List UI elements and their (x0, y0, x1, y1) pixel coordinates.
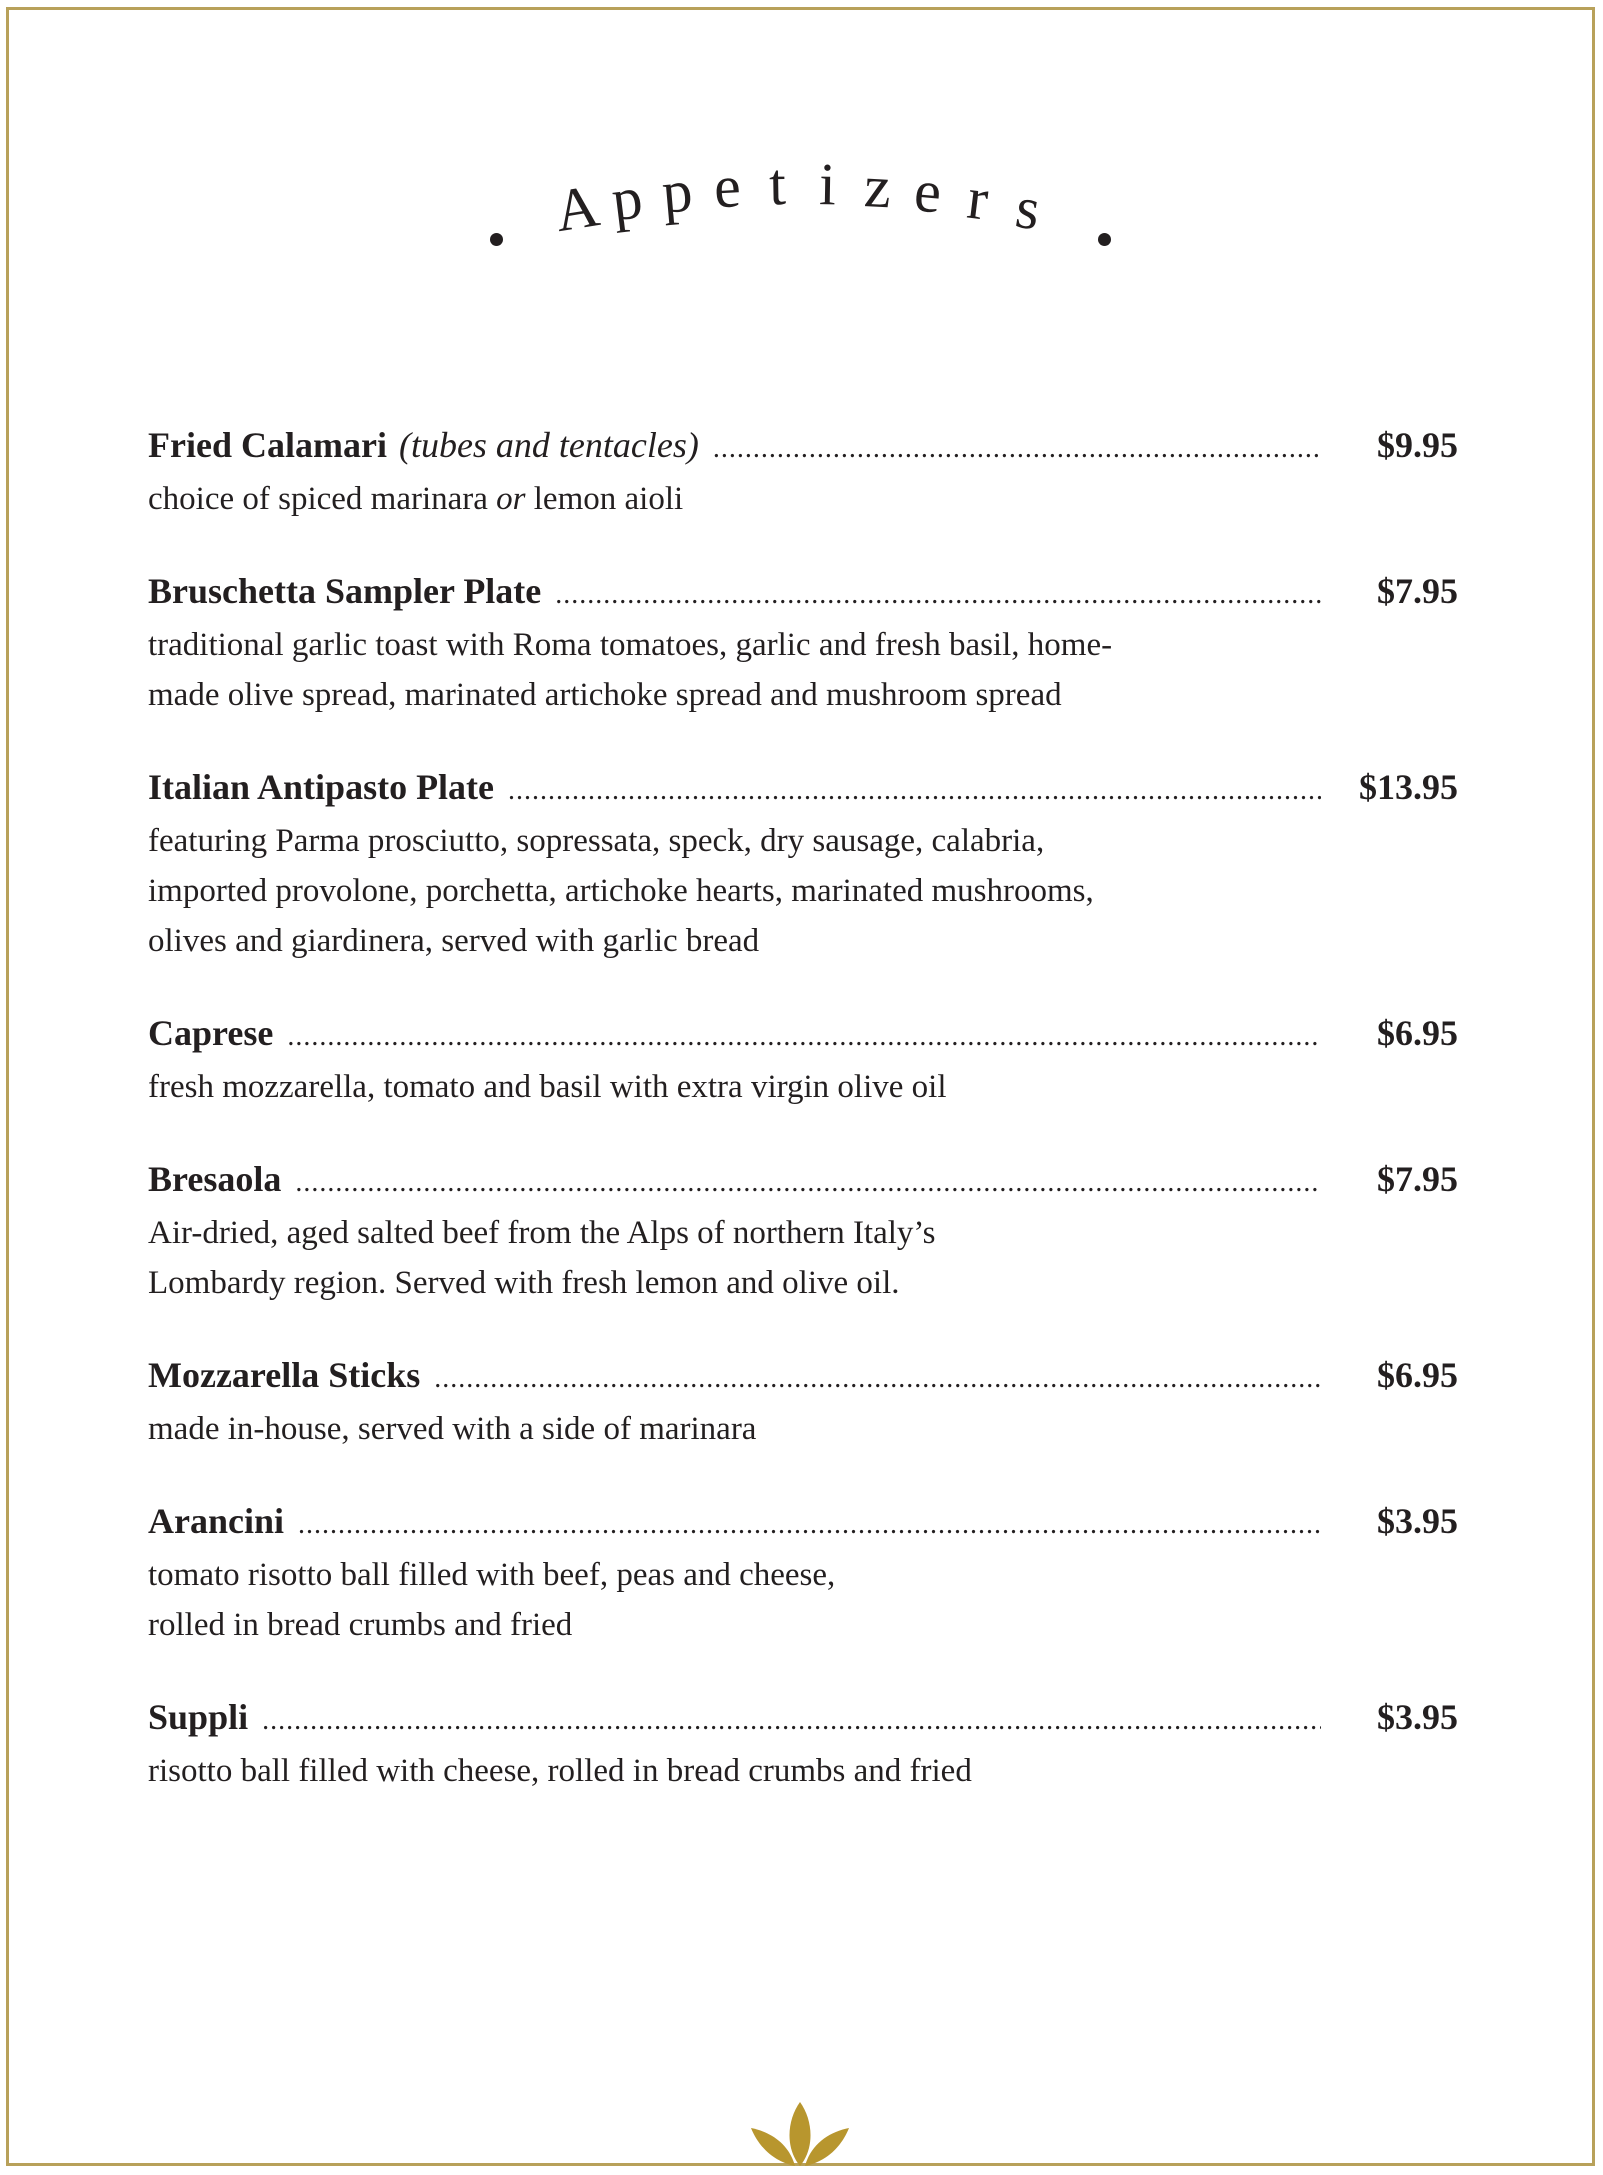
description-text: fresh mozzarella, tomato and basil with extra virgin olive oil (148, 1069, 947, 1105)
menu-item-heading (148, 420, 1458, 474)
title-letter: A (550, 172, 604, 245)
page-title (470, 150, 1130, 270)
item-name: Fried Calamari (148, 425, 387, 465)
item-name: Bruschetta Sampler Plate (148, 571, 542, 611)
dot-leader (262, 1696, 1321, 1746)
item-name: Italian Antipasto Plate (148, 767, 495, 807)
description-text: choice of spiced marinara (148, 481, 497, 517)
menu-item (148, 1496, 1458, 1650)
description-emphasis: or (496, 481, 526, 517)
description-line (148, 866, 1268, 916)
description-line (148, 1404, 1268, 1454)
description-text: featuring Parma prosciutto, sopressata, speck, dry sausage, calabria, (148, 823, 1045, 859)
leaf-ornament-icon (745, 2098, 855, 2168)
description-text: imported provolone, porchetta, artichoke hearts, marinated mushrooms, (148, 873, 1094, 909)
description-line (148, 1258, 1268, 1308)
menu-item (148, 1692, 1458, 1796)
menu-item (148, 762, 1458, 966)
description-text: olives and giardinera, served with garlic bread (148, 923, 760, 959)
item-name: Bresaola (148, 1159, 282, 1199)
menu-item (148, 566, 1458, 720)
appetizer-list (148, 420, 1458, 1838)
title-letter: i (818, 151, 837, 218)
description-text: lemon aioli (525, 481, 684, 517)
dot-leader (508, 766, 1321, 816)
menu-item-heading (148, 1496, 1458, 1550)
menu-item-heading (148, 762, 1458, 816)
description-line (148, 1208, 1268, 1258)
description-text: rolled in bread crumbs and fried (148, 1607, 573, 1643)
item-description (148, 1208, 1268, 1308)
item-price: $3.95 (1377, 1697, 1458, 1737)
description-text: Air-dried, aged salted beef from the Alps of northern Italy’s (148, 1215, 936, 1251)
description-line (148, 816, 1268, 866)
item-name: Caprese (148, 1013, 274, 1053)
item-price: $7.95 (1377, 571, 1458, 611)
description-line (148, 474, 1268, 524)
title-letter: e (712, 153, 743, 221)
item-price: $9.95 (1377, 425, 1458, 465)
menu-item-heading (148, 566, 1458, 620)
description-text: traditional garlic toast with Roma tomatoes, garlic and fresh basil, home- (148, 627, 1113, 663)
dot-leader (434, 1354, 1321, 1404)
dot-leader (287, 1012, 1321, 1062)
menu-item-heading (148, 1692, 1458, 1746)
dot-leader (555, 570, 1321, 620)
item-description (148, 1550, 1268, 1650)
description-text: tomato risotto ball filled with beef, peas and cheese, (148, 1557, 836, 1593)
menu-item-heading (148, 1154, 1458, 1208)
description-line (148, 916, 1268, 966)
menu-item-heading (148, 1350, 1458, 1404)
description-line (148, 620, 1268, 670)
item-description (148, 620, 1268, 720)
item-price: $6.95 (1377, 1013, 1458, 1053)
menu-item (148, 1154, 1458, 1308)
title-letter: e (911, 157, 944, 226)
menu-header (470, 150, 1130, 270)
item-price: $6.95 (1377, 1355, 1458, 1395)
description-text: Lombardy region. Served with fresh lemon and olive oil. (148, 1265, 900, 1301)
description-line (148, 1062, 1268, 1112)
description-line (148, 1746, 1268, 1796)
item-price: $13.95 (1359, 767, 1458, 807)
item-note: (tubes and tentacles) (398, 425, 699, 465)
title-letter: s (1011, 173, 1045, 243)
description-line (148, 670, 1268, 720)
title-letter: p (608, 164, 646, 234)
title-letter: z (862, 153, 893, 221)
menu-item (148, 1350, 1458, 1454)
item-description (148, 474, 1268, 524)
title-letter: t (768, 151, 787, 218)
description-text: made olive spread, marinated artichoke spread and mushroom spread (148, 677, 1062, 713)
dot-leader (713, 424, 1321, 474)
item-price: $3.95 (1377, 1501, 1458, 1541)
item-name: Mozzarella Sticks (148, 1355, 421, 1395)
item-description (148, 1746, 1268, 1796)
bullet-dot-right (1098, 233, 1111, 246)
menu-item-heading (148, 1008, 1458, 1062)
item-name: Suppli (148, 1697, 249, 1737)
menu-item (148, 1008, 1458, 1112)
item-description (148, 1062, 1268, 1112)
dot-leader (298, 1500, 1321, 1550)
item-price: $7.95 (1377, 1159, 1458, 1199)
item-description (148, 1404, 1268, 1454)
description-text: made in-house, served with a side of marinara (148, 1411, 757, 1447)
title-letter: p (659, 157, 695, 226)
description-line (148, 1550, 1268, 1600)
description-line (148, 1600, 1268, 1650)
title-letter: r (964, 164, 992, 233)
item-description (148, 816, 1268, 966)
item-name: Arancini (148, 1501, 285, 1541)
dot-leader (295, 1158, 1321, 1208)
description-text: risotto ball filled with cheese, rolled in bread crumbs and fried (148, 1753, 972, 1789)
menu-item (148, 420, 1458, 524)
